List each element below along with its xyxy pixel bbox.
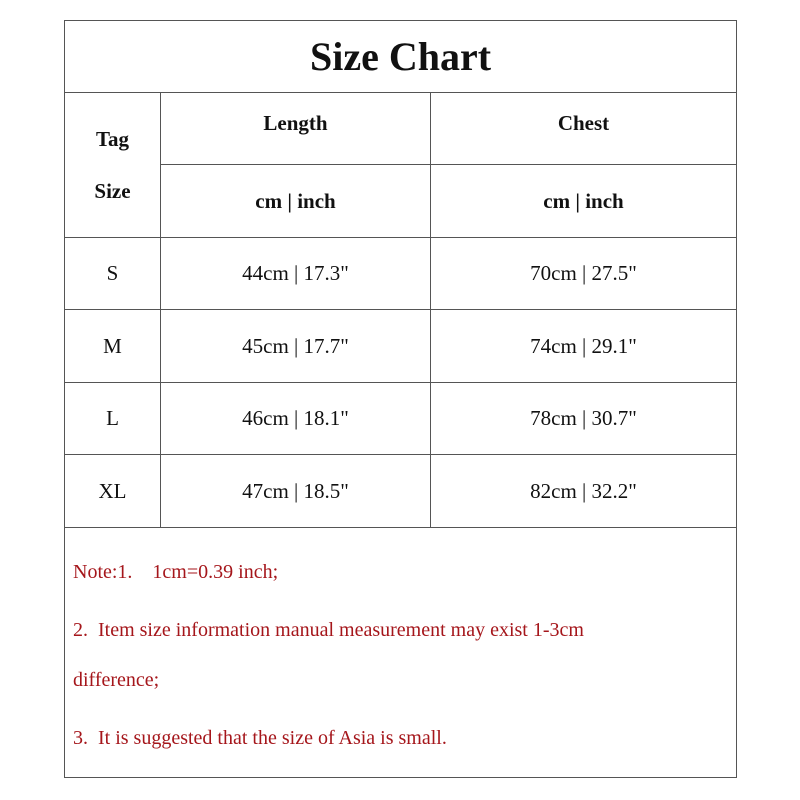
tag-header-line1: Tag	[95, 127, 130, 151]
divider	[65, 527, 736, 528]
size-cell: M	[103, 333, 122, 358]
size-chart	[64, 20, 737, 778]
chest-cell: 82cm | 32.2"	[530, 478, 637, 503]
length-header: Length	[263, 110, 328, 135]
note-line-4: 3. It is suggested that the size of Asia is small.	[73, 727, 447, 749]
length-cell: 44cm | 17.3"	[242, 261, 349, 285]
length-units: cm | inch	[255, 188, 336, 213]
note-line-2: 2. Item size information manual measurement may exist 1-3cm	[73, 619, 584, 641]
chest-cell: 74cm | 29.1"	[530, 333, 637, 358]
note-line-1: Note:1. 1cm=0.39 inch;	[73, 561, 279, 583]
size-cell: L	[106, 406, 119, 430]
tag-header-line2: Size	[94, 179, 131, 203]
chest-header: Chest	[557, 110, 610, 135]
size-cell: XL	[98, 478, 127, 503]
length-cell: 45cm | 17.7"	[242, 333, 349, 358]
length-cell: 46cm | 18.1"	[242, 406, 349, 430]
chart-title: Size Chart	[309, 34, 492, 79]
length-cell: 47cm | 18.5"	[242, 478, 349, 503]
size-cell: S	[106, 261, 119, 285]
chest-units: cm | inch	[543, 188, 624, 213]
tag-size-header	[65, 93, 160, 237]
note-line-3: difference;	[73, 669, 160, 691]
chest-cell: 70cm | 27.5"	[530, 261, 637, 285]
chest-cell: 78cm | 30.7"	[530, 406, 637, 430]
